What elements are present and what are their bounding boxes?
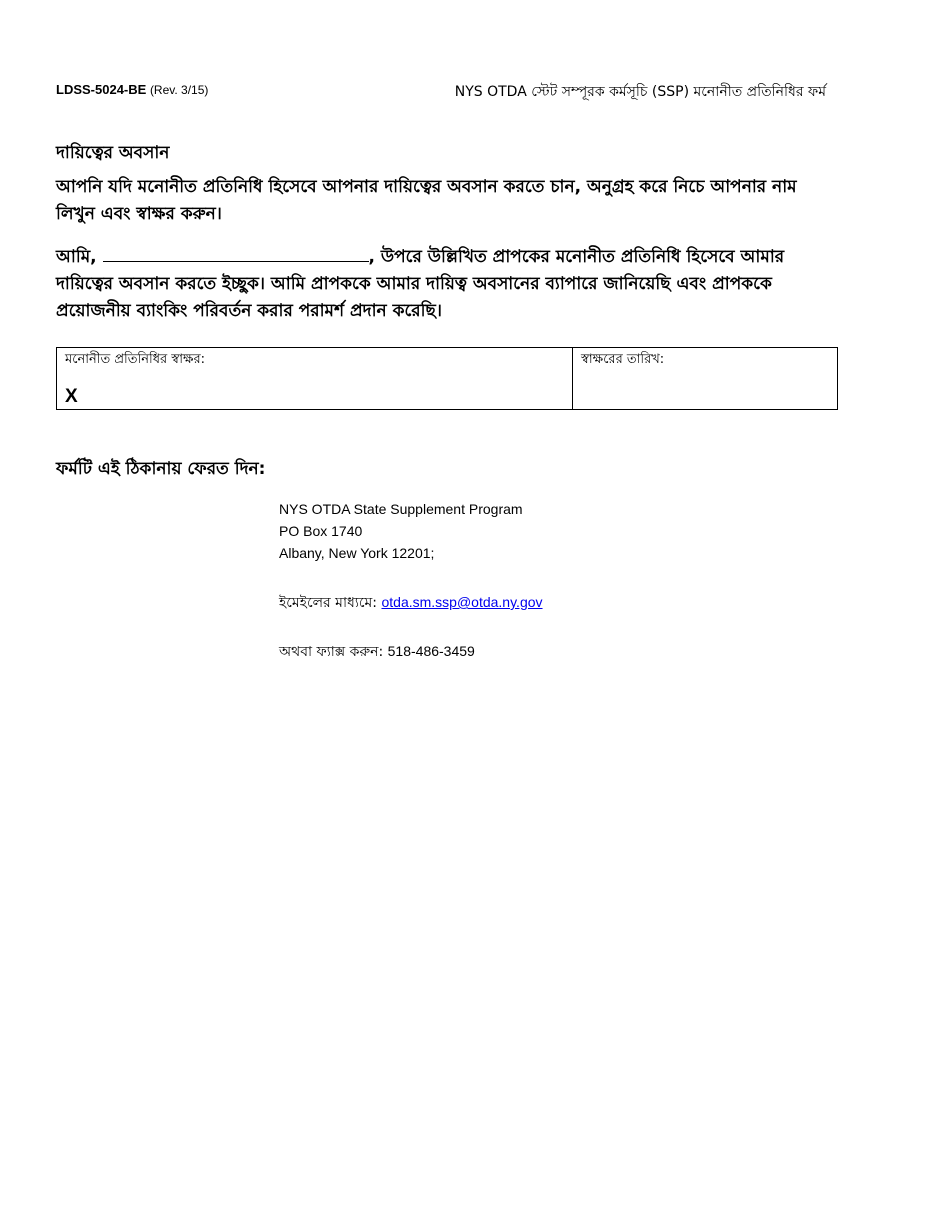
signature-cell[interactable] [57, 348, 573, 409]
email-label: ইমেইলের মাধ্যমে: [279, 595, 382, 611]
email-contact [279, 591, 543, 615]
fax-contact [279, 640, 475, 664]
page-header [56, 80, 826, 100]
fax-label: অথবা ফ্যাক্স করুন: [279, 644, 388, 660]
signature-date-label: স্বাক্ষরের তারিখ: [581, 352, 665, 367]
mailing-address [279, 498, 523, 564]
form-number: LDSS-5024-BE [56, 82, 147, 97]
return-heading: ফর্মটি এই ঠিকানায় ফেরত দিন: [56, 459, 266, 479]
statement-prefix: আমি, [56, 247, 103, 267]
termination-statement [56, 244, 846, 325]
representative-name-field[interactable] [103, 245, 369, 262]
address-line: NYS OTDA State Supplement Program [279, 501, 523, 517]
termination-instruction: আপনি যদি মনোনীত প্রতিনিধি হিসেবে আপনার দায়িত্বের অবসান করতে চান, অনুগ্রহ করে নিচে আপনার নাম লিখুন এবং স্বাক্ষর করুন। [56, 177, 797, 224]
signature-date-cell[interactable] [573, 348, 837, 409]
form-title: NYS OTDA স্টেট সম্পূরক কর্মসূচি (SSP) মনোনীত প্রতিনিধির ফর্ম [454, 84, 826, 100]
form-id [56, 82, 208, 97]
form-revision: (Rev. 3/15) [149, 83, 209, 97]
signature-mark: X [65, 386, 78, 407]
address-line: PO Box 1740 [279, 523, 363, 539]
signature-table [56, 347, 838, 410]
signature-label: মনোনীত প্রতিনিধির স্বাক্ষর: [65, 352, 206, 367]
termination-heading: দায়িত্বের অবসান [56, 143, 170, 163]
email-link[interactable]: otda.sm.ssp@otda.ny.gov [381, 594, 543, 610]
statement-suffix: , উপরে উল্লিখিত প্রাপকের মনোনীত প্রতিনিধি হিসেবে আমার দায়িত্বের অবসান করতে ইচ্ছুক। আমি প্রাপককে আমার দায়িত্ব অবসানের ব্যাপারে জানিয়েছি এবং প্রাপককে প্রয়োজনীয় ব্যাংকিং পরিবর্তন করার পরামর্শ প্রদান করেছি। [56, 247, 785, 321]
fax-number: 518-486-3459 [387, 643, 475, 659]
address-line: Albany, New York 12201; [279, 545, 435, 561]
